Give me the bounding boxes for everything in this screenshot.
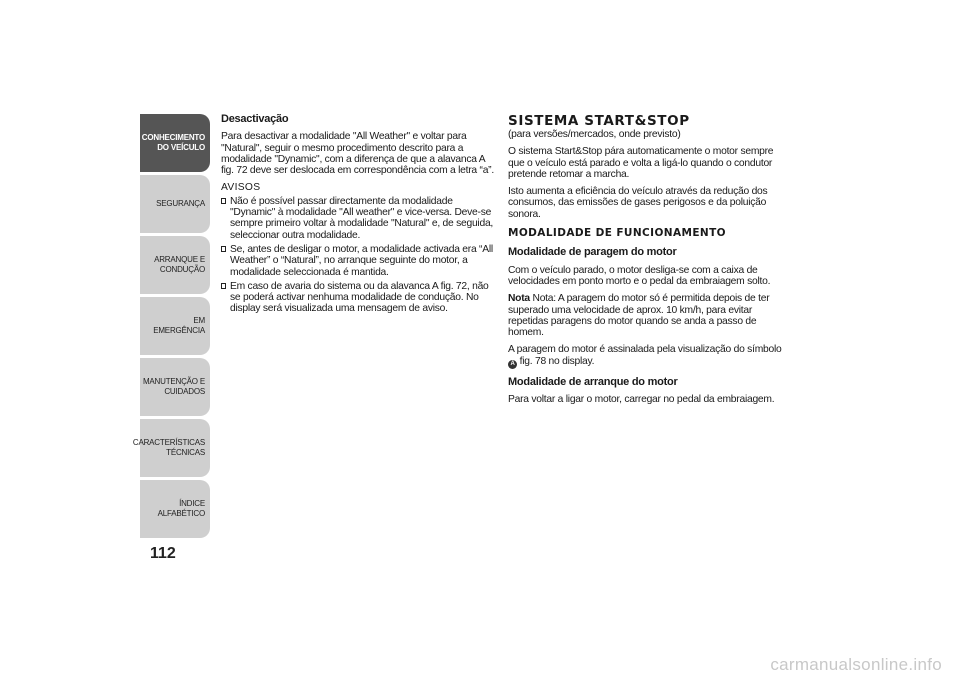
tab-label: MANUTENÇÃO E CUIDADOS (142, 377, 205, 396)
symbol-text-before: A paragem do motor é assinalada pela visualização do símbolo (508, 344, 782, 356)
engine-start-heading: Modalidade de arranque do motor (508, 375, 678, 388)
start-stop-symbol-icon: A (508, 360, 517, 369)
warning-item: Não é possível passar directamente da modalidade "Dynamic" à modalidade "All weather" e vice-versa. Deve-se sempre primeiro voltar à modalidade "Natural" e, de seguida, seleccionar outra modalidade. (221, 196, 496, 241)
engine-stop-heading: Modalidade de paragem do motor (508, 246, 677, 259)
warnings-title: AVISOS (221, 182, 261, 194)
chapter-sidebar (132, 114, 210, 541)
tab-arranque-e-conducao[interactable] (140, 236, 210, 294)
section-title: SISTEMA START&STOP (508, 113, 690, 129)
engine-start-text: Para voltar a ligar o motor, carregar no pedal da embraiagem. (508, 394, 775, 406)
tab-label: ÍNDICE ALFABÉTICO (157, 499, 205, 518)
warning-item: Em caso de avaria do sistema ou da alavanca A fig. 72, não se poderá activar nenhuma modalidade de condução. No display será visualizada uma mensagem de aviso. (221, 281, 496, 315)
deactivation-heading: Desactivação (221, 113, 289, 125)
left-column (221, 114, 496, 318)
symbol-paragraph (508, 344, 788, 368)
symbol-text-after: fig. 78 no display. (519, 355, 595, 367)
functioning-mode-heading: MODALIDADE DE FUNCIONAMENTO (508, 227, 726, 240)
note-paragraph (508, 293, 788, 338)
page-number: 112 (150, 545, 176, 562)
engine-stop-text: Com o veículo parado, o motor desliga-se com a caixa de velocidades em ponto morto e o pedal da embraiagem solto. (508, 264, 771, 287)
tab-caracteristicas-tecnicas[interactable] (132, 419, 210, 477)
tab-label: SEGURANÇA (156, 199, 205, 208)
tab-label: ARRANQUE E CONDUÇÃO (154, 255, 205, 274)
tab-manutencao-e-cuidados[interactable] (140, 358, 210, 416)
tab-label: CARACTERÍSTICAS TÉCNICAS (132, 438, 205, 457)
note-text: Nota: A paragem do motor só é permitida depois de ter superado uma velocidade de aprox. 10 km/h, para evitar repetidas paragens do motor quando se anda a passo de homem. (508, 293, 770, 339)
watermark: carmanualsonline.info (770, 655, 942, 674)
section-subtitle: (para versões/mercados, onde previsto) (508, 129, 681, 140)
tab-conhecimento-do-veiculo[interactable] (140, 114, 210, 172)
start-stop-intro: O sistema Start&Stop pára automaticamente o motor sempre que o veículo está parado e volta a ligá-lo quando o condutor pretende retomar a marcha. (508, 146, 774, 180)
warning-item: Se, antes de desligar o motor, a modalidade activada era “All Weather” o “Natural”, no arranque seguinte do motor, a modalidade seleccionada é mantida. (221, 244, 496, 278)
tab-em-emergencia[interactable] (140, 297, 210, 355)
right-column (508, 114, 788, 411)
note-label: Nota (508, 293, 530, 305)
tab-seguranca[interactable] (140, 175, 210, 233)
tab-label: CONHECIMENTO DO VEÍCULO (141, 133, 205, 152)
warnings-list (221, 196, 496, 315)
deactivation-text: Para desactivar a modalidade "All Weather" e voltar para "Natural", seguir o mesmo procedimento descrito para a modalidade "Dynamic", com a diferença de que a alavanca A fig. 72 deve ser deslocada em correspondência com a letra “a”. (221, 131, 494, 177)
start-stop-benefits: Isto aumenta a eficiência do veículo através da redução dos consumos, das emissões de gases perigosos e da poluição sonora. (508, 186, 768, 220)
tab-label: EM EMERGÊNCIA (153, 316, 205, 335)
tab-indice-alfabetico[interactable] (140, 480, 210, 538)
